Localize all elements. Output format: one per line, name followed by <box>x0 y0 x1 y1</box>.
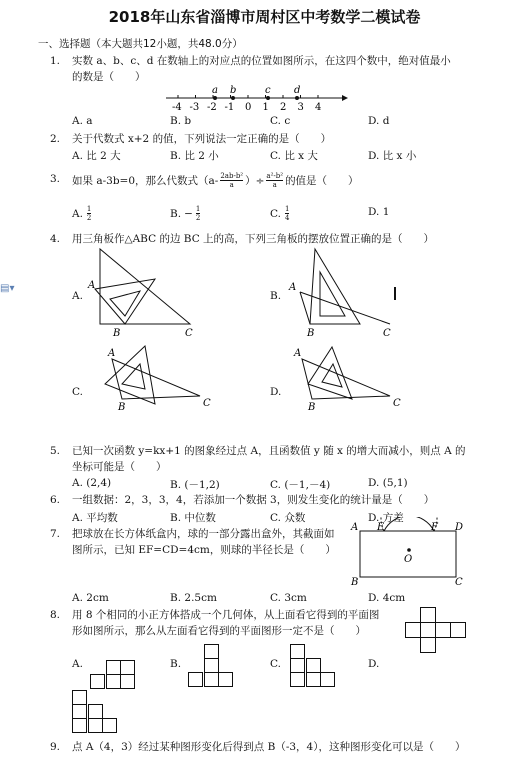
q1-tick-label: 0 <box>245 102 252 113</box>
svg-text:C: C <box>185 328 193 339</box>
q1-tick-label: 3 <box>297 102 304 113</box>
q6-option-b[interactable]: B. 中位数 <box>170 512 216 524</box>
svg-text:B: B <box>308 402 316 413</box>
q1-option-b[interactable]: B. b <box>170 115 192 127</box>
q3-mid: ）÷ <box>245 174 265 187</box>
q5-option-a[interactable]: A. (2,4) <box>72 477 112 489</box>
q5-option-d[interactable]: D. (5,1) <box>368 477 408 489</box>
svg-text:B: B <box>118 402 126 413</box>
q7-option-c[interactable]: C. 3cm <box>270 592 307 604</box>
q1-label-a: a <box>212 85 218 96</box>
q3-post: 的值是（ ） <box>285 174 359 187</box>
q3-option-c[interactable]: C. 1 4 <box>270 205 290 222</box>
q1-text-line1: 实数 a、b、c、d 在数轴上的对应点的位置如图所示，在这四个数中，绝对值最小 <box>72 55 451 67</box>
q4-text: 用三角板作△ABC 的边 BC 上的高，下列三角板的摆放位置正确的是（ ） <box>72 233 435 245</box>
svg-text:C: C <box>455 577 463 587</box>
q3-fraction-1: 2ab-b² a <box>220 172 244 189</box>
svg-text:C: C <box>393 398 401 409</box>
q5-option-c[interactable]: C. (－1,－4) <box>270 479 331 491</box>
q8-option-d[interactable]: D. <box>368 658 380 670</box>
q6-number: 6. <box>50 494 61 506</box>
q7-option-a[interactable]: A. 2cm <box>72 592 109 604</box>
q1-option-c[interactable]: C. c <box>270 115 291 127</box>
q1-tick-label: -4 <box>172 102 182 113</box>
q2-option-b[interactable]: B. 比 2 小 <box>170 150 219 162</box>
q2-option-a[interactable]: A. 比 2 大 <box>72 150 121 162</box>
q1-label-c: c <box>265 85 271 96</box>
q8-text-line2: 形如图所示，那么从左面看它得到的平面图形一定不是（ ） <box>72 625 366 637</box>
svg-text:O: O <box>404 554 413 565</box>
q8-option-b[interactable]: B. <box>170 658 182 670</box>
q8-figure-b <box>188 644 236 690</box>
q3-number: 3. <box>50 173 61 185</box>
q2-option-c[interactable]: C. 比 x 大 <box>270 150 318 162</box>
svg-text:B: B <box>113 328 121 339</box>
svg-text:E: E <box>377 522 385 533</box>
q3-option-d[interactable]: D. 1 <box>368 206 390 218</box>
q6-option-a[interactable]: A. 平均数 <box>72 512 118 524</box>
q1-tick-label: 2 <box>280 102 287 113</box>
q7-text-line2: 图所示，已知 EF=CD=4cm，则球的半径长是（ ） <box>72 544 336 556</box>
q5-text-line1: 已知一次函数 y=kx+1 的图象经过点 A，且函数值 y 随 x 的增大而减小，则点 A 的 <box>72 445 466 457</box>
q4-option-b[interactable]: B. <box>270 290 282 302</box>
q4-figure-a <box>85 244 205 339</box>
q3-text <box>72 172 359 189</box>
q3-fraction-2: $\frac{\text{a²-b²}}{a}$ <box>266 172 284 189</box>
q7-number: 7. <box>50 528 61 540</box>
q1-label-b: b <box>230 85 237 96</box>
q8-figure-d <box>72 690 120 736</box>
q1-text-line2: 的数是（ ） <box>72 71 146 83</box>
q4-option-a[interactable]: A. <box>72 290 83 302</box>
word-doc-icon[interactable]: ▤▾ <box>0 283 15 294</box>
q3-option-b[interactable]: B. − $\frac{1}{2}$ <box>170 205 201 222</box>
q1-number-line <box>160 84 350 114</box>
svg-text:A: A <box>88 280 96 291</box>
q8-option-a[interactable]: A. <box>72 658 83 670</box>
q8-option-c[interactable]: C. <box>270 658 281 670</box>
q1-option-d[interactable]: D. d <box>368 115 390 127</box>
q5-text-line2: 坐标可能是（ ） <box>72 461 167 473</box>
q7-option-b[interactable]: B. 2.5cm <box>170 592 217 604</box>
page-title: 2018年山东省淄博市周村区中考数学二模试卷 <box>108 8 421 26</box>
q8-figure-a <box>90 660 138 690</box>
q7-text-line1: 把球放在长方体纸盒内，球的一部分露出盒外，其截面如 <box>72 528 335 540</box>
q3-pre: 如果 a-3b=0，那么代数式（a- <box>72 174 219 187</box>
q7-figure <box>348 517 468 587</box>
q1-tick-label: -3 <box>189 102 200 113</box>
svg-text:C: C <box>383 328 391 339</box>
q9-text: 点 A（4，3）经过某种图形变化后得到点 B（-3，4），这种图形变化可以是（ ） <box>72 741 466 753</box>
q4-number: 4. <box>50 233 61 245</box>
q8-top-view <box>405 607 465 652</box>
svg-text:A: A <box>289 282 297 293</box>
svg-text:F: F <box>431 522 438 533</box>
q7-option-d[interactable]: D. 4cm <box>368 592 406 604</box>
q4-figure-d <box>290 344 410 414</box>
q5-number: 5. <box>50 445 61 457</box>
svg-text:C: C <box>203 398 211 409</box>
q5-option-b[interactable]: B. (－1,2) <box>170 479 220 491</box>
q4-figure-c <box>100 344 220 414</box>
q2-number: 2. <box>50 133 61 145</box>
svg-text:B: B <box>307 328 315 339</box>
q4-figure-b <box>285 244 405 339</box>
q1-label-d: d <box>294 85 301 96</box>
q4-option-d[interactable]: D. <box>270 386 282 398</box>
q1-tick-label: 1 <box>262 102 269 113</box>
q8-number: 8. <box>50 609 61 621</box>
q2-text: 关于代数式 x+2 的值，下列说法一定正确的是（ ） <box>72 133 332 145</box>
q3-option-a[interactable]: A. 1 2 <box>72 205 92 222</box>
svg-text:D: D <box>455 522 464 533</box>
q1-option-a[interactable]: A. a <box>72 115 93 127</box>
q6-option-d[interactable]: D. 方差 <box>368 512 404 524</box>
svg-text:A: A <box>351 522 359 533</box>
q1-tick-label: -1 <box>224 102 235 113</box>
svg-text:B: B <box>351 577 359 587</box>
q8-text-line1: 用 8 个相同的小正方体搭成一个几何体，从上面看它得到的平面图 <box>72 609 380 621</box>
section-heading: 一、选择题（本大题共12小题，共48.0分） <box>38 38 243 50</box>
svg-text:A: A <box>294 348 302 359</box>
svg-text:A: A <box>108 348 116 359</box>
q1-tick-label: -2 <box>207 102 217 113</box>
q8-figure-c <box>290 644 338 690</box>
q1-number: 1. <box>50 55 61 67</box>
q4-option-c[interactable]: C. <box>72 386 83 398</box>
q6-option-c[interactable]: C. 众数 <box>270 512 306 524</box>
q2-option-d[interactable]: D. 比 x 小 <box>368 150 417 162</box>
q9-number: 9. <box>50 741 61 753</box>
q1-tick-label: 4 <box>315 102 322 113</box>
q6-text: 一组数据：2，3，3，4，若添加一个数据 3，则发生变化的统计量是（ ） <box>72 494 435 506</box>
